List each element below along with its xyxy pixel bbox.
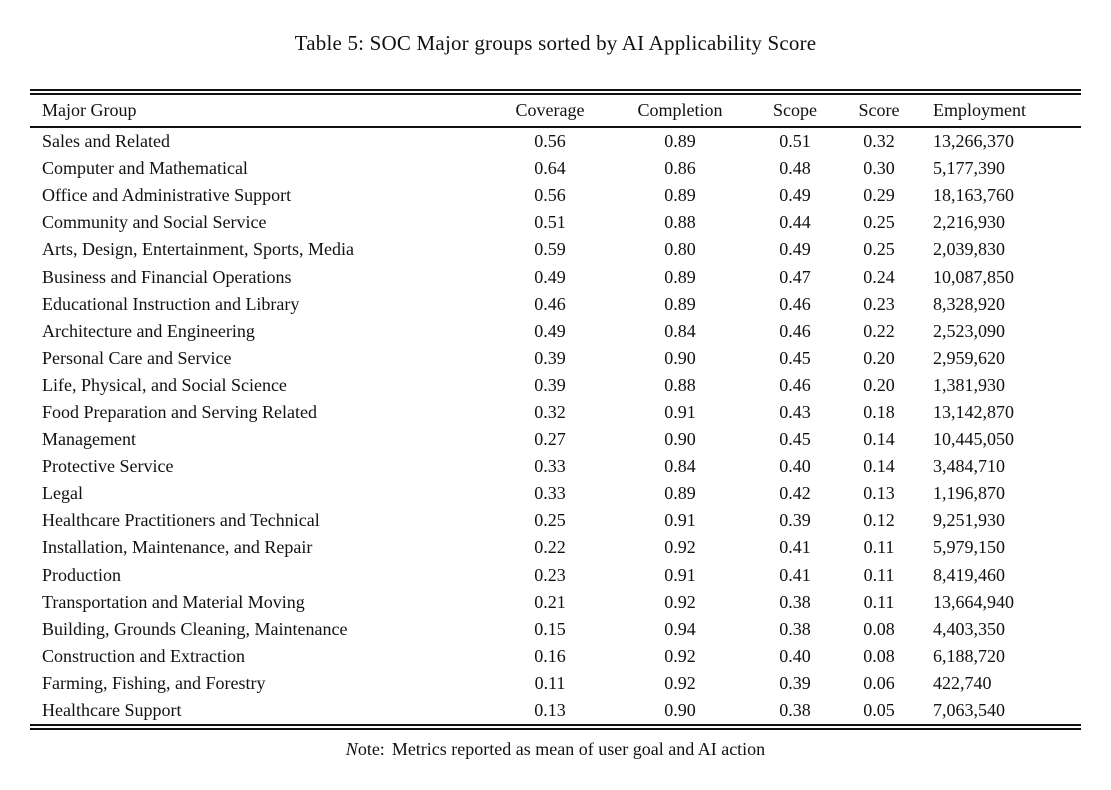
table-header-row: [30, 95, 1081, 127]
table-row: [30, 562, 1081, 589]
cell-score: 0.25: [863, 212, 895, 233]
cell-score: 0.14: [863, 456, 895, 477]
column-header-employment: Employment: [933, 100, 1026, 120]
cell-scope: 0.45: [779, 429, 811, 450]
column-header-score: Score: [858, 100, 900, 120]
table-row: [30, 236, 1081, 263]
cell-major-group: Business and Financial Operations: [42, 266, 292, 287]
cell-major-group: Transportation and Material Moving: [42, 591, 305, 612]
cell-employment: 9,251,930: [933, 510, 1005, 531]
cell-score: 0.08: [863, 645, 895, 666]
cell-score: 0.13: [863, 483, 895, 504]
cell-score: 0.05: [863, 700, 895, 721]
cell-major-group: Sales and Related: [42, 131, 170, 152]
cell-employment: 13,664,940: [933, 591, 1014, 612]
cell-major-group: Healthcare Support: [42, 700, 182, 721]
cell-completion: 0.92: [664, 645, 696, 666]
cell-scope: 0.44: [779, 212, 811, 233]
cell-employment: 13,266,370: [933, 131, 1014, 152]
cell-employment: 6,188,720: [933, 645, 1005, 666]
column-header-coverage: Coverage: [515, 100, 585, 120]
cell-scope: 0.38: [779, 700, 811, 721]
cell-score: 0.18: [863, 401, 895, 422]
cell-coverage: 0.39: [534, 374, 566, 395]
cell-completion: 0.89: [664, 131, 696, 152]
cell-coverage: 0.46: [534, 293, 566, 314]
cell-coverage: 0.22: [534, 537, 566, 558]
cell-employment: 422,740: [933, 672, 992, 693]
cell-employment: 1,381,930: [933, 374, 1005, 395]
table-row: [30, 534, 1081, 561]
cell-scope: 0.51: [779, 131, 811, 152]
cell-employment: 5,979,150: [933, 537, 1005, 558]
cell-scope: 0.48: [779, 158, 811, 179]
cell-major-group: Community and Social Service: [42, 212, 267, 233]
cell-score: 0.23: [863, 293, 895, 314]
cell-score: 0.11: [863, 591, 895, 612]
table-row: [30, 616, 1081, 643]
column-header-major-group: Major Group: [42, 100, 137, 120]
cell-scope: 0.46: [779, 293, 811, 314]
cell-completion: 0.80: [664, 239, 696, 260]
cell-completion: 0.89: [664, 266, 696, 287]
soc-table-container: [30, 89, 1081, 730]
cell-scope: 0.38: [779, 618, 811, 639]
cell-coverage: 0.33: [534, 456, 566, 477]
table-row: [30, 182, 1081, 209]
cell-employment: 3,484,710: [933, 456, 1005, 477]
cell-major-group: Office and Administrative Support: [42, 185, 292, 206]
cell-score: 0.08: [863, 618, 895, 639]
cell-coverage: 0.39: [534, 347, 566, 368]
cell-score: 0.06: [863, 672, 895, 693]
table-row: [30, 372, 1081, 399]
cell-completion: 0.92: [664, 537, 696, 558]
cell-scope: 0.41: [779, 564, 811, 585]
cell-employment: 4,403,350: [933, 618, 1005, 639]
table-row: [30, 670, 1081, 697]
cell-scope: 0.49: [779, 239, 811, 260]
cell-score: 0.12: [863, 510, 895, 531]
cell-score: 0.22: [863, 320, 895, 341]
table-body: [30, 127, 1081, 724]
cell-completion: 0.92: [664, 591, 696, 612]
soc-major-groups-table: [30, 95, 1081, 724]
cell-coverage: 0.56: [534, 185, 566, 206]
cell-scope: 0.49: [779, 185, 811, 206]
cell-completion: 0.91: [664, 401, 696, 422]
cell-score: 0.20: [863, 347, 895, 368]
table-title: Table 5: SOC Major groups sorted by AI Applicability Score: [294, 31, 817, 55]
cell-score: 0.25: [863, 239, 895, 260]
cell-completion: 0.84: [664, 320, 696, 341]
cell-coverage: 0.13: [534, 700, 566, 721]
cell-employment: 1,196,870: [933, 483, 1005, 504]
table-row: [30, 589, 1081, 616]
cell-major-group: Personal Care and Service: [42, 347, 232, 368]
cell-employment: 8,419,460: [933, 564, 1005, 585]
cell-scope: 0.40: [779, 456, 811, 477]
cell-employment: 10,087,850: [933, 266, 1014, 287]
cell-employment: 8,328,920: [933, 293, 1005, 314]
cell-major-group: Food Preparation and Serving Related: [42, 401, 317, 422]
cell-completion: 0.89: [664, 483, 696, 504]
table-row: [30, 453, 1081, 480]
cell-coverage: 0.15: [534, 618, 566, 639]
cell-employment: 2,039,830: [933, 239, 1005, 260]
cell-scope: 0.38: [779, 591, 811, 612]
cell-score: 0.11: [863, 537, 895, 558]
cell-major-group: Educational Instruction and Library: [42, 293, 300, 314]
table-row: [30, 643, 1081, 670]
cell-coverage: 0.56: [534, 131, 566, 152]
table-row: [30, 399, 1081, 426]
table-row: [30, 155, 1081, 182]
table-row: [30, 345, 1081, 372]
cell-completion: 0.90: [664, 429, 696, 450]
cell-completion: 0.91: [664, 564, 696, 585]
cell-completion: 0.88: [664, 212, 696, 233]
cell-major-group: Construction and Extraction: [42, 645, 245, 666]
cell-coverage: 0.49: [534, 266, 566, 287]
cell-completion: 0.90: [664, 700, 696, 721]
cell-major-group: Building, Grounds Cleaning, Maintenance: [42, 618, 348, 639]
cell-coverage: 0.16: [534, 645, 566, 666]
cell-employment: 2,216,930: [933, 212, 1005, 233]
cell-major-group: Architecture and Engineering: [42, 320, 255, 341]
cell-score: 0.30: [863, 158, 895, 179]
cell-scope: 0.40: [779, 645, 811, 666]
cell-coverage: 0.33: [534, 483, 566, 504]
cell-completion: 0.89: [664, 185, 696, 206]
cell-scope: 0.39: [779, 672, 811, 693]
cell-scope: 0.42: [779, 483, 811, 504]
cell-major-group: Life, Physical, and Social Science: [42, 374, 287, 395]
cell-employment: 13,142,870: [933, 401, 1014, 422]
note-text: Metrics reported as mean of user goal and AI action: [391, 739, 766, 760]
cell-completion: 0.92: [664, 672, 696, 693]
table-row: [30, 291, 1081, 318]
cell-employment: 7,063,540: [933, 700, 1005, 721]
column-header-completion: Completion: [637, 100, 723, 120]
cell-score: 0.20: [863, 374, 895, 395]
cell-major-group: Protective Service: [42, 456, 174, 477]
cell-major-group: Arts, Design, Entertainment, Sports, Media: [42, 239, 354, 260]
cell-completion: 0.88: [664, 374, 696, 395]
cell-employment: 2,523,090: [933, 320, 1005, 341]
table-bottom-rule: [30, 724, 1081, 730]
cell-completion: 0.84: [664, 456, 696, 477]
cell-major-group: Management: [42, 429, 136, 450]
cell-coverage: 0.59: [534, 239, 566, 260]
cell-scope: 0.43: [779, 401, 811, 422]
cell-major-group: Farming, Fishing, and Forestry: [42, 672, 266, 693]
cell-coverage: 0.49: [534, 320, 566, 341]
table-header: [30, 95, 1081, 127]
cell-coverage: 0.25: [534, 510, 566, 531]
cell-completion: 0.86: [664, 158, 696, 179]
cell-major-group: Healthcare Practitioners and Technical: [42, 510, 320, 531]
cell-coverage: 0.32: [534, 401, 566, 422]
table-row: [30, 318, 1081, 345]
cell-major-group: Production: [42, 564, 121, 585]
cell-completion: 0.89: [664, 293, 696, 314]
cell-score: 0.24: [863, 266, 895, 287]
cell-employment: 5,177,390: [933, 158, 1005, 179]
cell-scope: 0.41: [779, 537, 811, 558]
cell-coverage: 0.21: [534, 591, 566, 612]
note-label-italic-n: N: [345, 739, 358, 760]
table-row: [30, 209, 1081, 236]
cell-employment: 2,959,620: [933, 347, 1005, 368]
cell-major-group: Legal: [42, 483, 83, 504]
cell-scope: 0.47: [779, 266, 811, 287]
cell-completion: 0.91: [664, 510, 696, 531]
table-row: [30, 480, 1081, 507]
cell-score: 0.29: [863, 185, 895, 206]
table-note: [0, 739, 1111, 760]
table-row: [30, 127, 1081, 155]
table-row: [30, 426, 1081, 453]
cell-scope: 0.45: [779, 347, 811, 368]
cell-scope: 0.39: [779, 510, 811, 531]
cell-employment: 10,445,050: [933, 429, 1014, 450]
cell-major-group: Computer and Mathematical: [42, 158, 248, 179]
cell-score: 0.14: [863, 429, 895, 450]
cell-score: 0.11: [863, 564, 895, 585]
cell-score: 0.32: [863, 131, 895, 152]
cell-coverage: 0.51: [534, 212, 566, 233]
cell-coverage: 0.27: [534, 429, 566, 450]
cell-completion: 0.90: [664, 347, 696, 368]
cell-coverage: 0.23: [534, 564, 566, 585]
cell-coverage: 0.11: [534, 672, 566, 693]
note-label-rest: ote:: [357, 739, 385, 760]
cell-scope: 0.46: [779, 320, 811, 341]
cell-scope: 0.46: [779, 374, 811, 395]
table-row: [30, 697, 1081, 724]
table-row: [30, 507, 1081, 534]
cell-coverage: 0.64: [534, 158, 566, 179]
cell-completion: 0.94: [664, 618, 696, 639]
column-header-scope: Scope: [773, 100, 817, 120]
cell-major-group: Installation, Maintenance, and Repair: [42, 537, 313, 558]
table-row: [30, 263, 1081, 290]
cell-employment: 18,163,760: [933, 185, 1014, 206]
